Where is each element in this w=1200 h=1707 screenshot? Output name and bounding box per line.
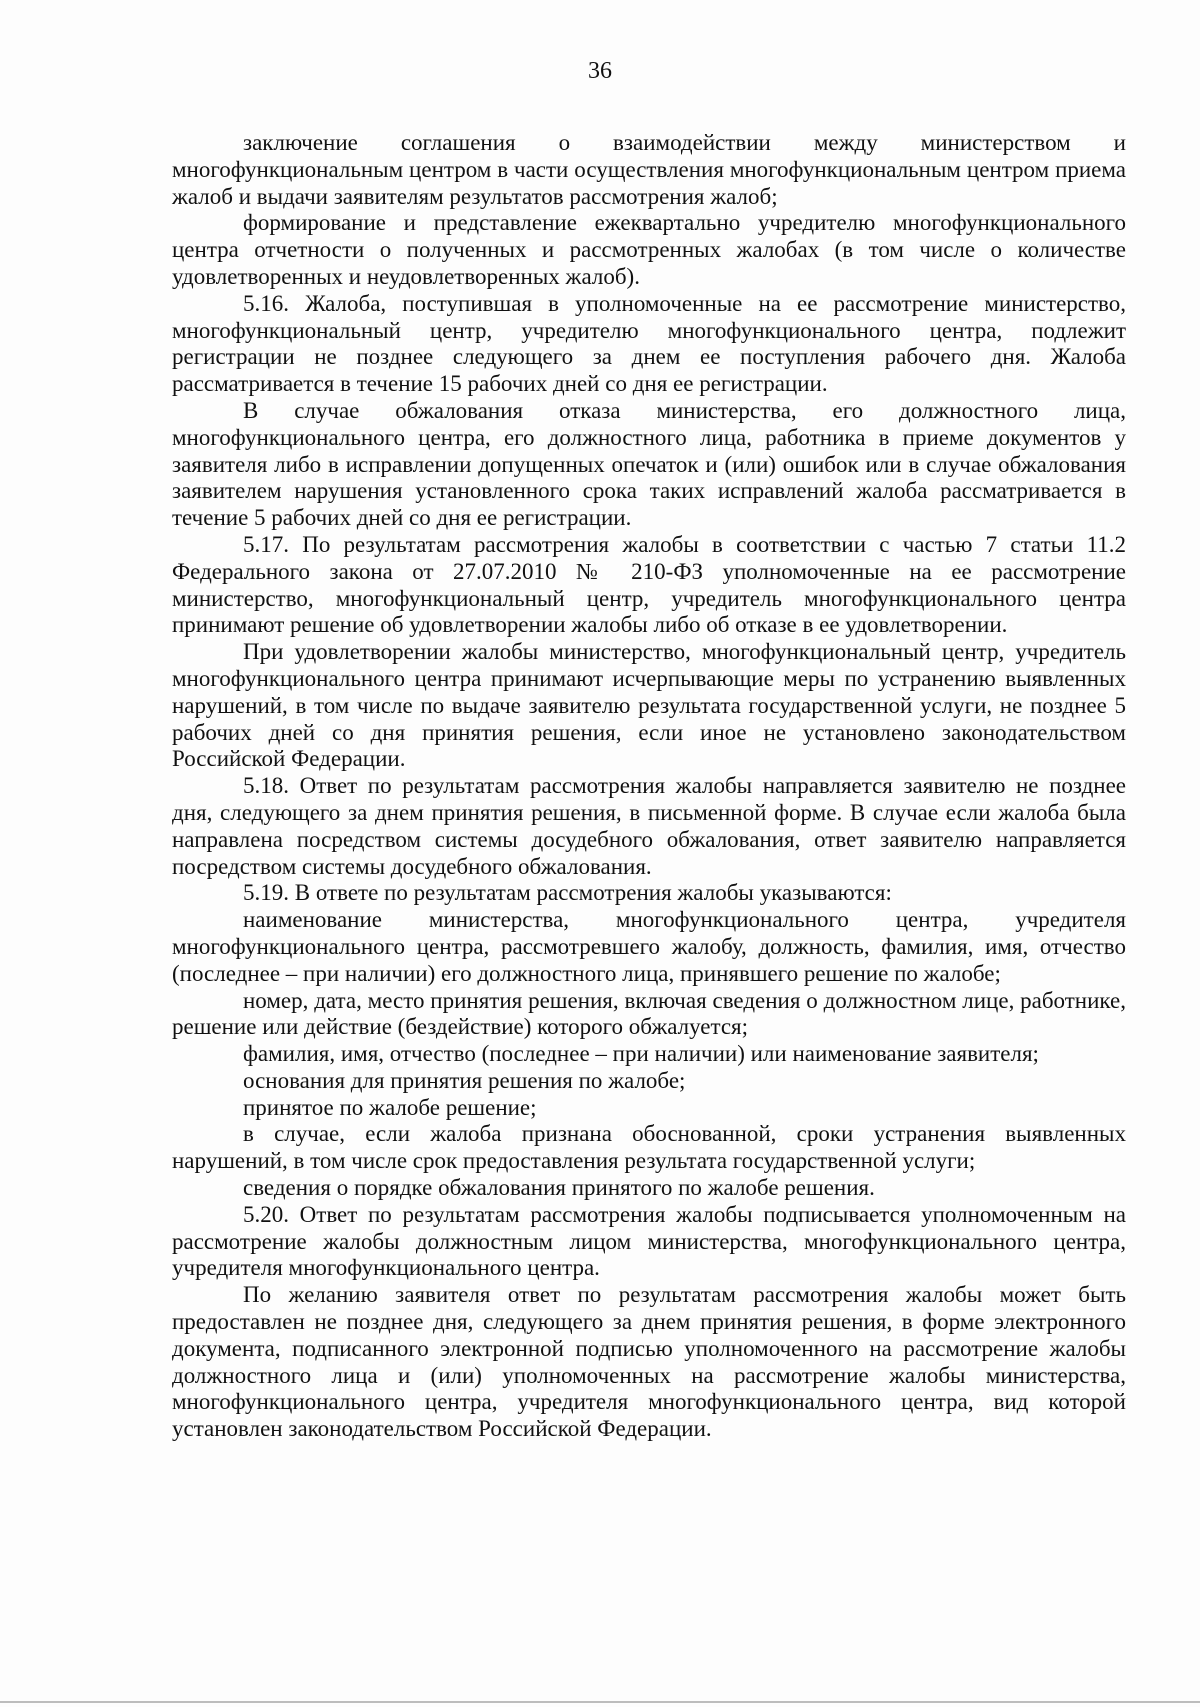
paragraph: формирование и представление ежеквартально учредителю многофункционального центра отчетности о полученных и рассмотренных жалобах (в том числе о количестве удовлетворенных и неудовлетворенных жалоб).: [172, 210, 1126, 289]
list-item: наименование министерства, многофункционального центра, учредителя многофункционального центра, рассмотревшего жалобу, должность, фамилия, имя, отчество (последнее – при наличии) его должностного лица, принявшего решение по жалобе;: [172, 907, 1126, 986]
list-item: основания для принятия решения по жалобе;: [243, 1067, 686, 1093]
paragraph: При удовлетворении жалобы министерство, многофункциональный центр, учредитель многофункционального центра принимают исчерпывающие меры по устранению выявленных нарушений, в том числе по выдаче заявителю результата государственной услуги, не позднее 5 рабочих дней со дня принятия решения, если иное не установлено законодательством Российской Федерации.: [172, 639, 1126, 772]
list-item: номер, дата, место принятия решения, включая сведения о должностном лице, работнике, решение или действие (бездействие) которого обжалуется;: [172, 987, 1126, 1040]
list-item: фамилия, имя, отчество (последнее – при наличии) или наименование заявителя;: [243, 1041, 1039, 1067]
list-item: принятое по жалобе решение;: [243, 1094, 537, 1120]
list-item: сведения о порядке обжалования принятого по жалобе решения.: [243, 1175, 875, 1201]
paragraph-5-19: 5.19. В ответе по результатам рассмотрения жалобы указываются:: [243, 880, 892, 906]
paragraph-5-18: 5.18. Ответ по результатам рассмотрения жалобы направляется заявителю не позднее дня, следующего за днем принятия решения, в письменной форме. В случае если жалоба была направлена посредством системы досудебного обжалования, ответ заявителю направляется посредством системы досудебного обжалования.: [172, 773, 1126, 879]
scan-edge-line: [0, 1701, 1200, 1703]
paragraph: В случае обжалования отказа министерства, его должностного лица, многофункционального центра, его должностного лица, работника в приеме документов у заявителя либо в исправлении допущенных опечаток и (или) ошибок или в случае обжалования заявителем нарушения установленного срока таких исправлений жалоба рассматривается в течение 5 рабочих дней со дня ее регистрации.: [172, 397, 1126, 531]
document-body: [172, 130, 1126, 1443]
paragraph-5-17: 5.17. По результатам рассмотрения жалобы в соответствии с частью 7 статьи 11.2 Федерального закона от 27.07.2010 № 210-ФЗ уполномоченные на ее рассмотрение министерство, многофункциональный центр, учредитель многофункционального центра принимают решение об удовлетворении жалобы либо об отказе в ее удовлетворении.: [172, 531, 1126, 638]
page-number: 36: [588, 58, 612, 84]
paragraph: По желанию заявителя ответ по результатам рассмотрения жалобы может быть предоставлен не позднее дня, следующего за днем принятия решения, в форме электронного документа, подписанного электронной подписью уполномоченного на рассмотрение жалобы должностного лица и (или) уполномоченных на рассмотрение жалобы министерства, многофункционального центра, учредителя многофункционального центра, вид которой установлен законодательством Российской Федерации.: [172, 1282, 1126, 1442]
paragraph-5-16: 5.16. Жалоба, поступившая в уполномоченные на ее рассмотрение министерство, многофункциональный центр, учредителю многофункционального центра, подлежит регистрации не позднее следующего за днем ее поступления рабочего дня. Жалоба рассматривается в течение 15 рабочих дней со дня ее регистрации.: [172, 290, 1126, 397]
list-item: в случае, если жалоба признана обоснованной, сроки устранения выявленных нарушений, в том числе срок предоставления результата государственной услуги;: [172, 1121, 1126, 1174]
paragraph-5-20: 5.20. Ответ по результатам рассмотрения жалобы подписывается уполномоченным на рассмотрение жалобы должностным лицом министерства, многофункционального центра, учредителя многофункционального центра.: [172, 1201, 1126, 1281]
paragraph: заключение соглашения о взаимодействии между министерством и многофункциональным центром в части осуществления многофункциональным центром приема жалоб и выдачи заявителям результатов рассмотрения жалоб;: [172, 130, 1126, 209]
